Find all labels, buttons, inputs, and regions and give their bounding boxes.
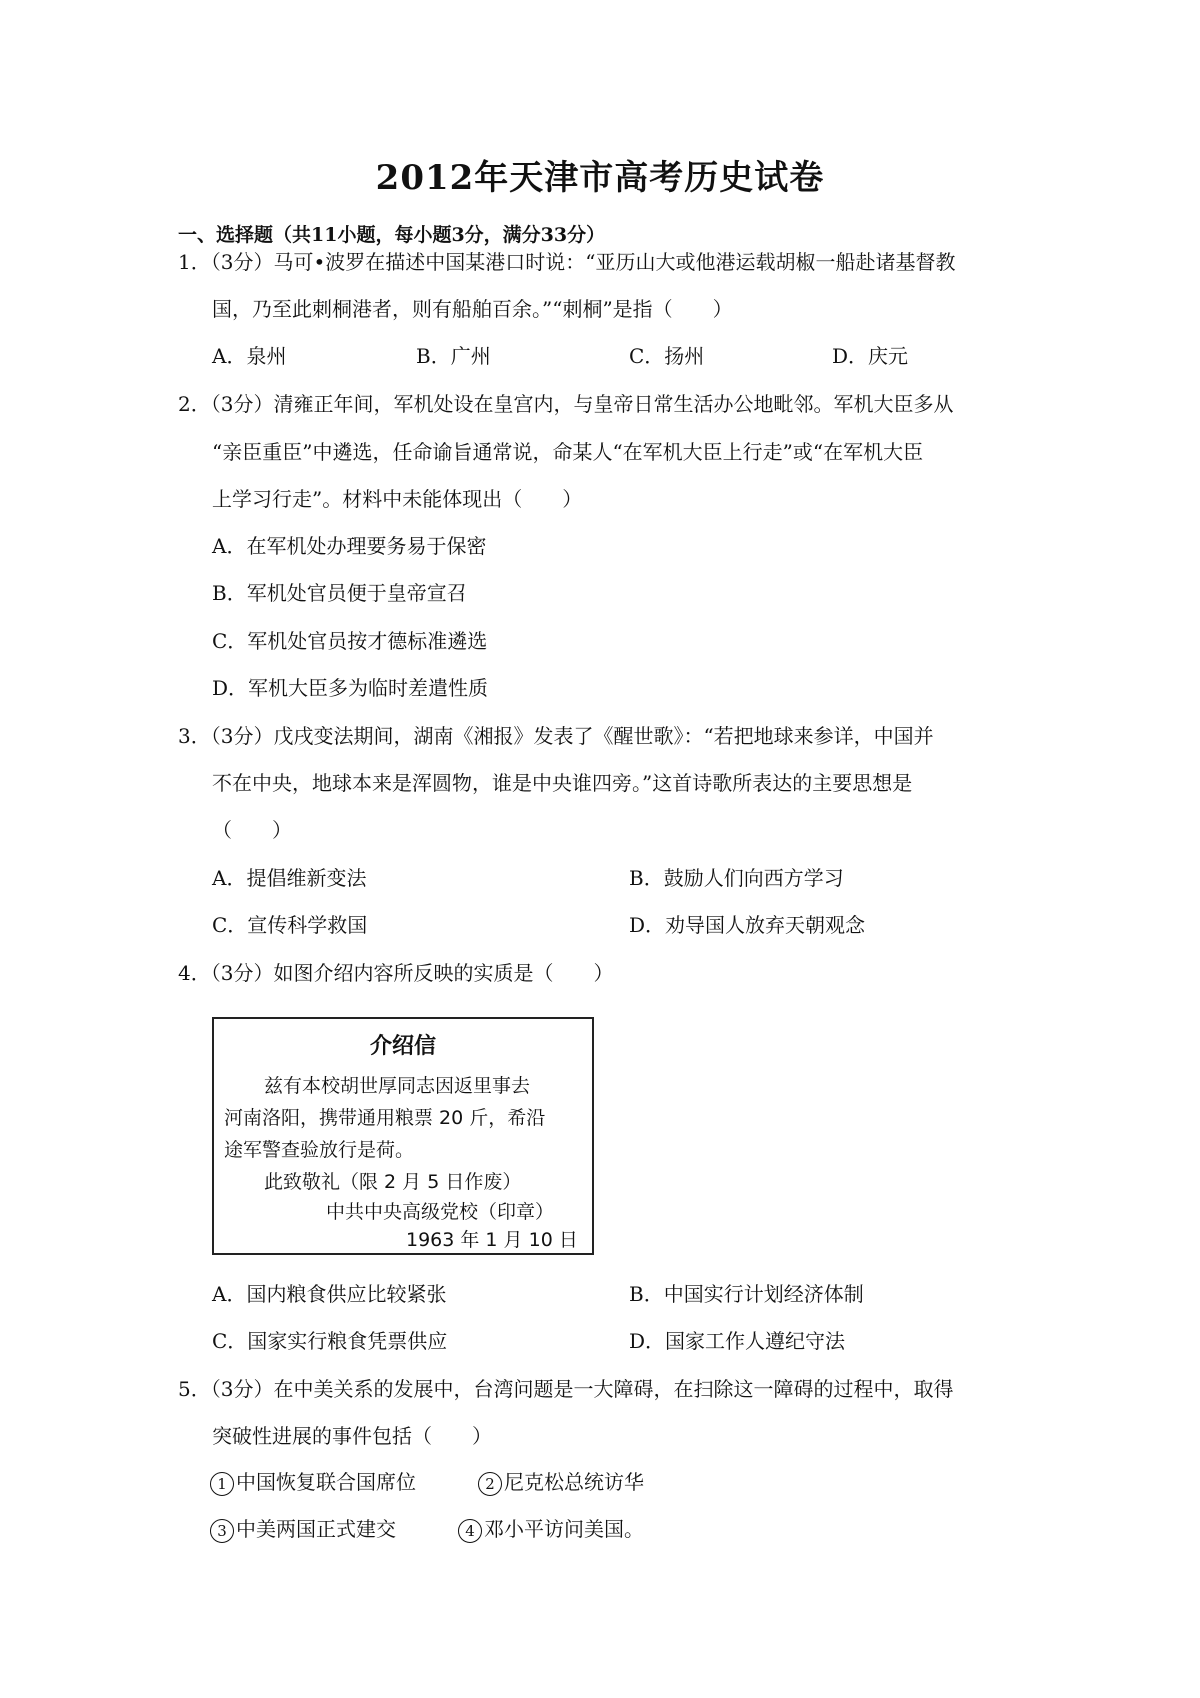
question-5-line-1: 5．（3分）在中美关系的发展中，台湾问题是一大障碍，在扫除这一障碍的过程中，取得 [178, 1377, 954, 1401]
question-5-item-3-text: 中美两国正式建交 [236, 1517, 396, 1541]
question-4-option-b: B．中国实行计划经济体制 [629, 1282, 864, 1306]
question-1-option-a: A．泉州 [212, 344, 287, 368]
question-3-line-3: （ ） [212, 818, 292, 842]
letter-line-6: 1963 年 1 月 10 日 [406, 1229, 578, 1251]
letter-title: 介绍信 [369, 1034, 436, 1059]
circled-number-4: 4 [458, 1519, 482, 1543]
question-5-item-2 [478, 1466, 644, 1496]
question-2-line-2: “亲臣重臣”中遴选，任命谕旨通常说，命某人“在军机大臣上行走”或“在军机大臣 [212, 440, 924, 464]
question-3-option-c: C．宣传科学救国 [212, 913, 368, 937]
question-4-option-d: D．国家工作人遵纪守法 [629, 1329, 846, 1353]
introduction-letter-image [212, 1017, 594, 1255]
question-1-line-2: 国，乃至此刺桐港者，则有船舶百余。”“刺桐”是指（ ） [212, 297, 733, 321]
question-3-line-2: 不在中央，地球本来是浑圆物，谁是中央谁四旁。”这首诗歌所表达的主要思想是 [212, 771, 913, 795]
question-5-item-2-text: 尼克松总统访华 [504, 1470, 644, 1494]
question-1-option-b: B．广州 [416, 344, 491, 368]
question-2-option-b: B．军机处官员便于皇帝宣召 [212, 581, 467, 605]
letter-line-1: 兹有本校胡世厚同志因返里事去 [264, 1075, 531, 1097]
circled-number-2: 2 [478, 1472, 502, 1496]
circled-number-3: 3 [210, 1519, 234, 1543]
question-2-option-c: C．军机处官员按才德标准遴选 [212, 629, 488, 653]
question-5-item-4-text: 邓小平访问美国。 [484, 1517, 644, 1541]
question-3-option-a: A．提倡维新变法 [212, 866, 367, 890]
question-1-option-d: D．庆元 [832, 344, 909, 368]
question-4-option-c: C．国家实行粮食凭票供应 [212, 1329, 448, 1353]
question-1-option-c: C．扬州 [629, 344, 705, 368]
letter-line-2: 河南洛阳，携带通用粮票 20 斤，希沿 [224, 1107, 546, 1129]
question-2-line-1: 2．（3分）清雍正年间，军机处设在皇宫内，与皇帝日常生活办公地毗邻。军机大臣多从 [178, 392, 954, 416]
question-2-line-3: 上学习行走”。材料中未能体现出（ ） [212, 487, 583, 511]
question-3-option-d: D．劝导国人放弃天朝观念 [629, 913, 866, 937]
letter-line-3: 途军警查验放行是荷。 [224, 1139, 415, 1161]
question-3-line-1: 3．（3分）戊戌变法期间，湖南《湘报》发表了《醒世歌》：“若把地球来参详，中国并 [178, 724, 934, 748]
question-4-option-a: A．国内粮食供应比较紧张 [212, 1282, 447, 1306]
question-5-item-1 [210, 1466, 416, 1496]
question-4-line-1: 4．（3分）如图介绍内容所反映的实质是（ ） [178, 961, 614, 985]
question-5-item-3 [210, 1513, 396, 1543]
circled-number-1: 1 [210, 1472, 234, 1496]
letter-line-5: 中共中央高级党校（印章） [326, 1201, 555, 1223]
question-5-line-2: 突破性进展的事件包括（ ） [212, 1424, 492, 1448]
question-3-option-b: B．鼓励人们向西方学习 [629, 866, 844, 890]
question-1-line-1: 1．（3分）马可•波罗在描述中国某港口时说：“亚历山大或他港运载胡椒一船赴诸基督教 [178, 250, 956, 274]
section-header: 一、选择题（共11小题，每小题3分，满分33分） [178, 224, 606, 246]
question-5-item-4 [458, 1513, 644, 1543]
question-2-option-d: D．军机大臣多为临时差遣性质 [212, 676, 489, 700]
letter-line-4: 此致敬礼（限 2 月 5 日作废） [264, 1171, 522, 1193]
question-2-option-a: A．在军机处办理要务易于保密 [212, 534, 487, 558]
page-title: 2012年天津市高考历史试卷 [375, 158, 825, 198]
question-5-item-1-text: 中国恢复联合国席位 [236, 1470, 416, 1494]
